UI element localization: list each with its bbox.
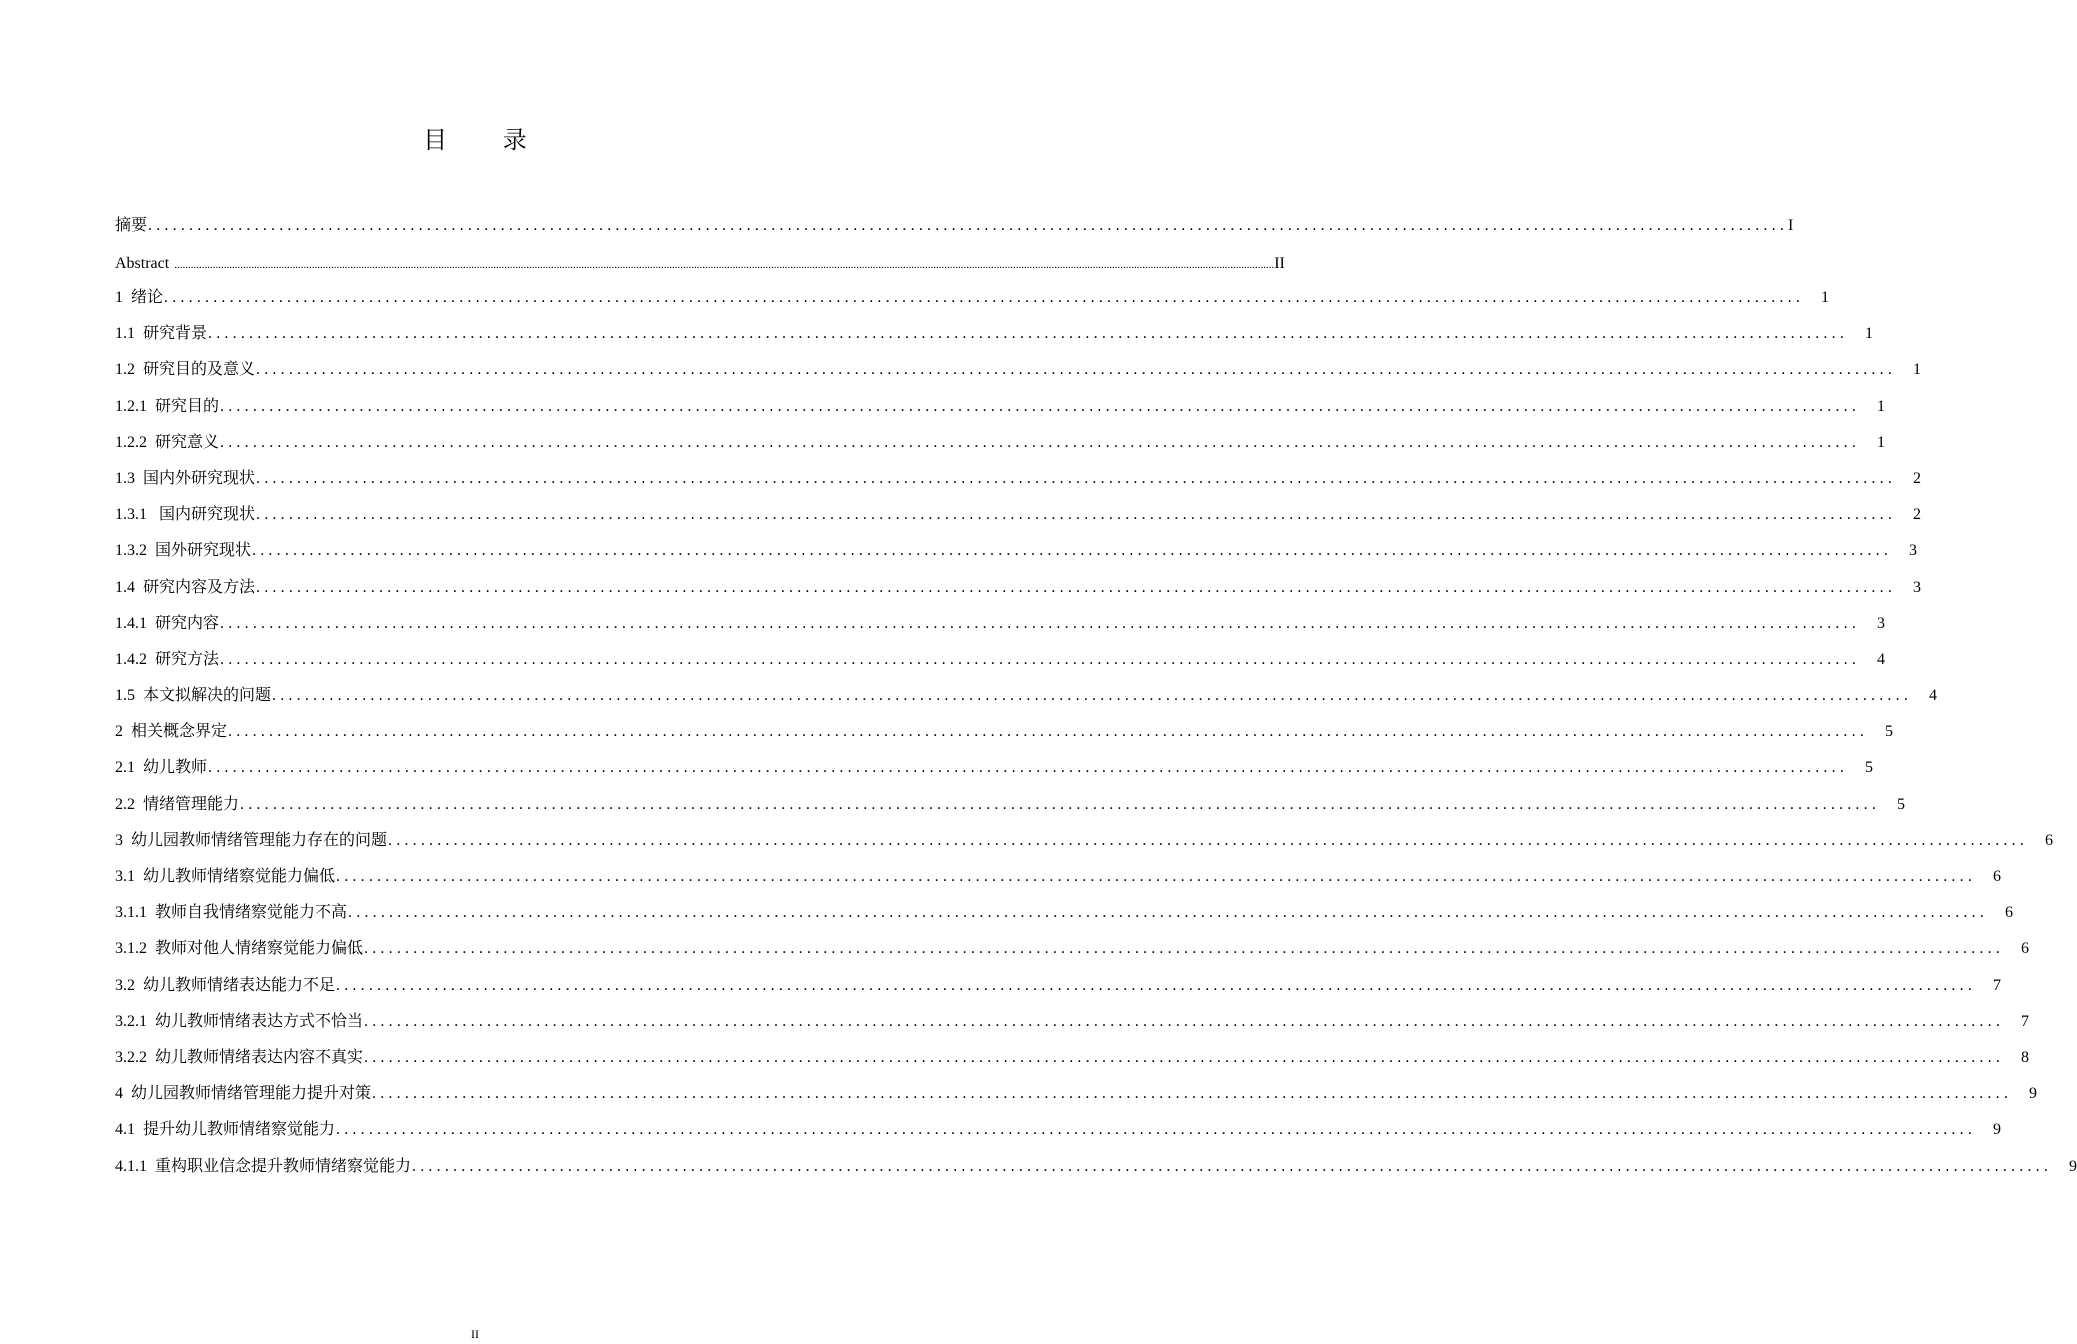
toc-entry-page: 4 xyxy=(1929,687,1938,705)
toc-entry-label: 1.2.2 研究意义 xyxy=(115,433,220,451)
toc-dot-leader: ........................................................................................................................................................................................................ xyxy=(148,217,1789,234)
toc-entry-label: 1.2 研究目的及意义 xyxy=(115,361,256,379)
toc-entry[interactable] xyxy=(115,1112,2002,1148)
toc-entry-label: 1.1 研究背景 xyxy=(115,325,208,343)
toc-entry-page: 3 xyxy=(1877,614,1886,632)
toc-entry-label: 2.2 情绪管理能力 xyxy=(115,795,240,813)
toc-entry[interactable] xyxy=(115,642,1886,678)
toc-entry-page: 6 xyxy=(2005,904,2014,922)
toc-entry-page: 9 xyxy=(1993,1121,2002,1139)
toc-entry-page: I xyxy=(1788,217,1794,234)
toc-entry-label: 4.1.1 重构职业信念提升教师情绪察觉能力 xyxy=(115,1157,412,1175)
toc-entry-page: 5 xyxy=(1865,759,1874,777)
toc-entry-label: 4.1 提升幼儿教师情绪察觉能力 xyxy=(115,1121,336,1139)
toc-entry-page: 1 xyxy=(1821,289,1830,306)
toc-entry[interactable] xyxy=(115,570,1922,606)
toc-entry[interactable] xyxy=(115,461,1922,497)
toc-dot-leader: ........................................................................................................................................................................................................ xyxy=(364,940,2005,958)
toc-dot-leader: ........................................................................................................................................................................................................ xyxy=(220,397,1861,415)
toc-dot-leader: ........................................................................................................................................................................................................ xyxy=(164,289,1805,306)
toc-dot-leader: ................................................................................................................................................................................................................................................................................................................................................................................................................ xyxy=(174,259,1275,271)
toc-entry[interactable] xyxy=(115,968,2002,1004)
toc-dot-leader: ........................................................................................................................................................................................................ xyxy=(336,868,1977,885)
toc-entry[interactable] xyxy=(115,389,1886,425)
toc-entry-page: 7 xyxy=(1993,976,2002,994)
toc-entry-label: 3.2 幼儿教师情绪表达能力不足 xyxy=(115,976,336,994)
toc-entry[interactable] xyxy=(115,678,1938,714)
toc-entry[interactable] xyxy=(115,859,2002,895)
toc-dot-leader: ........................................................................................................................................................................................................ xyxy=(348,904,1989,922)
toc-entry-label: 3 幼儿园教师情绪管理能力存在的问题 xyxy=(115,831,388,849)
toc-entry[interactable] xyxy=(115,425,1886,461)
toc-entry-page: 1 xyxy=(1913,361,1922,379)
toc-entry-label: 3.2.1 幼儿教师情绪表达方式不恰当 xyxy=(115,1012,364,1030)
toc-entry[interactable] xyxy=(115,606,1886,642)
toc-entry-label: 1.2.1 研究目的 xyxy=(115,397,220,415)
toc-entry-page: 6 xyxy=(2045,831,2054,849)
toc-entry-page: 4 xyxy=(1877,650,1886,668)
table-of-contents xyxy=(115,208,2077,1185)
toc-entry-page: 1 xyxy=(1877,397,1886,415)
toc-entry-page: 6 xyxy=(2021,940,2030,958)
toc-entry[interactable] xyxy=(115,1149,2077,1185)
toc-entry-label: 2.1 幼儿教师 xyxy=(115,759,208,777)
toc-dot-leader: ........................................................................................................................................................................................................ xyxy=(240,795,1881,813)
toc-entry-page: 2 xyxy=(1913,469,1922,487)
toc-entry-page: 3 xyxy=(1913,578,1922,596)
toc-dot-leader: ........................................................................................................................................................................................................ xyxy=(252,542,1893,560)
toc-entry-label: 1.4 研究内容及方法 xyxy=(115,578,256,596)
toc-entry-label: 1 绪论 xyxy=(115,289,164,306)
toc-entry-page: 1 xyxy=(1877,433,1886,451)
toc-entry[interactable] xyxy=(115,823,2054,859)
toc-entry[interactable] xyxy=(115,280,1830,316)
toc-entry-page: 5 xyxy=(1885,723,1894,741)
toc-dot-leader: ........................................................................................................................................................................................................ xyxy=(220,433,1861,451)
toc-entry-label: 3.1 幼儿教师情绪察觉能力偏低 xyxy=(115,868,336,885)
toc-entry-label: 1.3.2 国外研究现状 xyxy=(115,542,252,560)
toc-dot-leader: ........................................................................................................................................................................................................ xyxy=(256,506,1897,524)
toc-entry-label: 1.5 本文拟解决的问题 xyxy=(115,687,272,705)
toc-dot-leader: ........................................................................................................................................................................................................ xyxy=(220,614,1861,632)
toc-entry[interactable] xyxy=(115,316,1874,352)
toc-entry[interactable] xyxy=(115,1076,2038,1112)
toc-dot-leader: ........................................................................................................................................................................................................ xyxy=(208,759,1849,777)
toc-entry-page: 9 xyxy=(2029,1085,2038,1103)
toc-dot-leader: ........................................................................................................................................................................................................ xyxy=(256,361,1897,379)
toc-entry-label: 4 幼儿园教师情绪管理能力提升对策 xyxy=(115,1085,372,1103)
toc-entry-page: 1 xyxy=(1865,325,1874,343)
toc-entry-page: II xyxy=(1274,255,1285,272)
page-number: II xyxy=(471,1327,479,1341)
toc-entry-label: 1.3 国内外研究现状 xyxy=(115,469,256,487)
toc-entry[interactable] xyxy=(115,895,2014,931)
toc-entry[interactable] xyxy=(115,750,1874,786)
toc-entry[interactable] xyxy=(115,931,2030,967)
toc-entry-label: 3.1.2 教师对他人情绪察觉能力偏低 xyxy=(115,940,364,958)
toc-entry-label: 1.4.2 研究方法 xyxy=(115,650,220,668)
toc-entry[interactable] xyxy=(115,246,1285,280)
page-title: 目 录 xyxy=(423,126,551,154)
toc-entry[interactable] xyxy=(115,1040,2030,1076)
toc-entry[interactable] xyxy=(115,208,1794,246)
toc-entry[interactable] xyxy=(115,714,1894,750)
toc-entry-label: 1.4.1 研究内容 xyxy=(115,614,220,632)
toc-dot-leader: ........................................................................................................................................................................................................ xyxy=(208,325,1849,343)
toc-entry-page: 3 xyxy=(1909,542,1918,560)
toc-entry[interactable] xyxy=(115,497,1922,533)
toc-dot-leader: ........................................................................................................................................................................................................ xyxy=(228,723,1869,741)
toc-entry-label: 3.1.1 教师自我情绪察觉能力不高 xyxy=(115,904,348,922)
toc-dot-leader: ........................................................................................................................................................................................................ xyxy=(364,1048,2005,1066)
toc-entry-page: 5 xyxy=(1897,795,1906,813)
toc-entry-label: Abstract xyxy=(115,255,174,272)
toc-entry[interactable] xyxy=(115,533,1918,569)
toc-entry-page: 9 xyxy=(2069,1157,2077,1175)
toc-entry-page: 6 xyxy=(1993,868,2002,885)
toc-dot-leader: ........................................................................................................................................................................................................ xyxy=(388,831,2029,849)
toc-entry[interactable] xyxy=(115,1004,2030,1040)
toc-dot-leader: ........................................................................................................................................................................................................ xyxy=(256,469,1897,487)
toc-dot-leader: ........................................................................................................................................................................................................ xyxy=(412,1157,2053,1175)
toc-entry-label: 3.2.2 幼儿教师情绪表达内容不真实 xyxy=(115,1048,364,1066)
toc-entry-page: 7 xyxy=(2021,1012,2030,1030)
toc-entry-label: 摘要 xyxy=(115,217,148,234)
toc-entry-page: 8 xyxy=(2021,1048,2030,1066)
toc-entry-label: 2 相关概念界定 xyxy=(115,723,228,741)
toc-dot-leader: ........................................................................................................................................................................................................ xyxy=(364,1012,2005,1030)
toc-dot-leader: ........................................................................................................................................................................................................ xyxy=(336,1121,1977,1139)
toc-entry[interactable] xyxy=(115,352,1922,388)
toc-dot-leader: ........................................................................................................................................................................................................ xyxy=(220,650,1861,668)
toc-entry[interactable] xyxy=(115,787,1906,823)
toc-dot-leader: ........................................................................................................................................................................................................ xyxy=(272,687,1913,705)
toc-dot-leader: ........................................................................................................................................................................................................ xyxy=(336,976,1977,994)
toc-entry-label: 1.3.1 国内研究现状 xyxy=(115,506,256,524)
toc-dot-leader: ........................................................................................................................................................................................................ xyxy=(256,578,1897,596)
toc-dot-leader: ........................................................................................................................................................................................................ xyxy=(372,1085,2013,1103)
toc-entry-page: 2 xyxy=(1913,506,1922,524)
